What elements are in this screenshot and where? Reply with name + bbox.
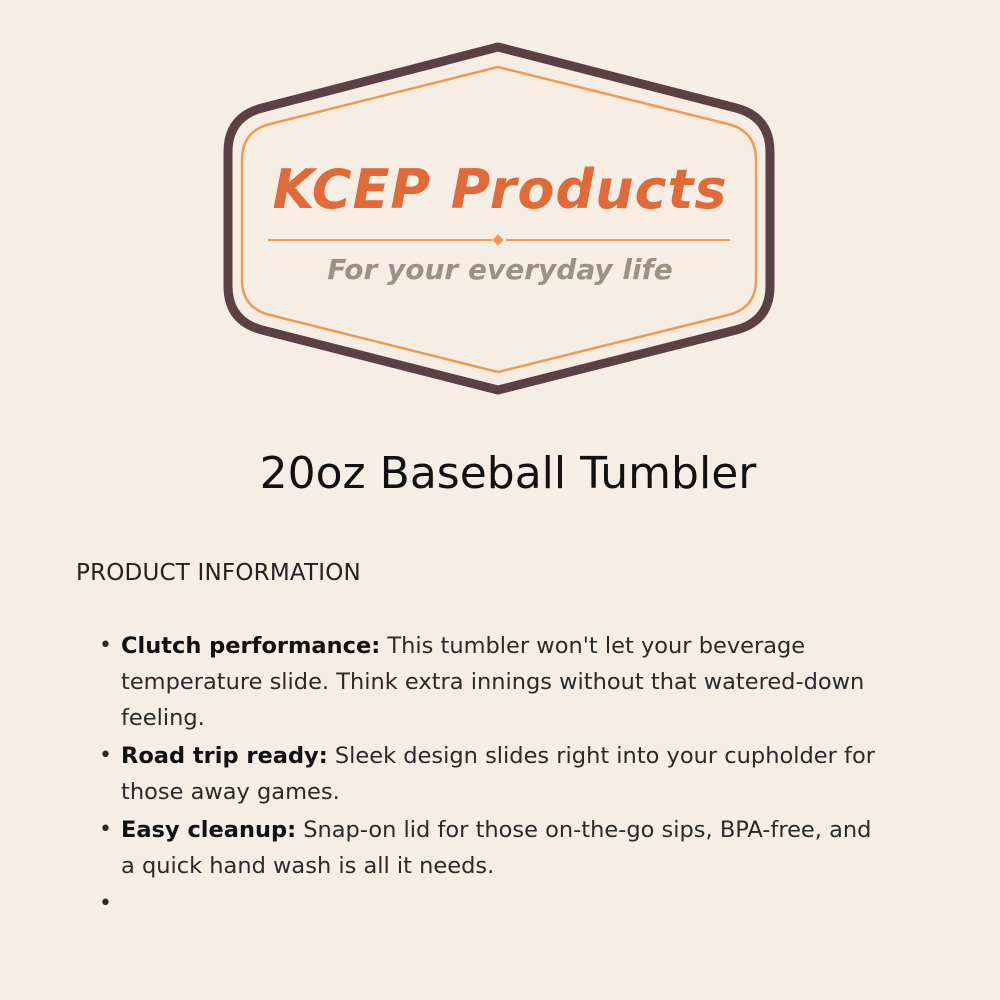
product-title: 20oz Baseball Tumbler [259, 448, 757, 499]
feature-text: Sleek design slides right into your cupholder for those away games. [121, 743, 875, 805]
feature-text: Snap-on lid for those on-the-go sips, BPA-free, and a quick hand wash is all it needs. [121, 817, 872, 879]
bullet-icon: • [99, 743, 112, 768]
bullet-icon: • [99, 817, 112, 842]
feature-text: This tumbler won't let your beverage temperature slide. Think extra innings without that watered-down feeling. [121, 633, 865, 731]
bullet-icon: • [99, 891, 112, 916]
bullet-icon: • [99, 633, 112, 658]
list-item [99, 812, 889, 884]
section-heading: PRODUCT INFORMATION [76, 560, 361, 586]
list-item [99, 628, 889, 736]
feature-list [99, 628, 889, 916]
brand-tagline: For your everyday life [327, 253, 673, 286]
list-item [99, 738, 889, 810]
brand-name: KCEP Products [272, 158, 728, 221]
feature-label: Road trip ready: [121, 743, 328, 769]
feature-label: Clutch performance: [121, 633, 381, 659]
diamond-divider-icon [492, 234, 503, 245]
feature-label: Easy cleanup: [121, 817, 297, 843]
brand-logo [0, 0, 1000, 420]
